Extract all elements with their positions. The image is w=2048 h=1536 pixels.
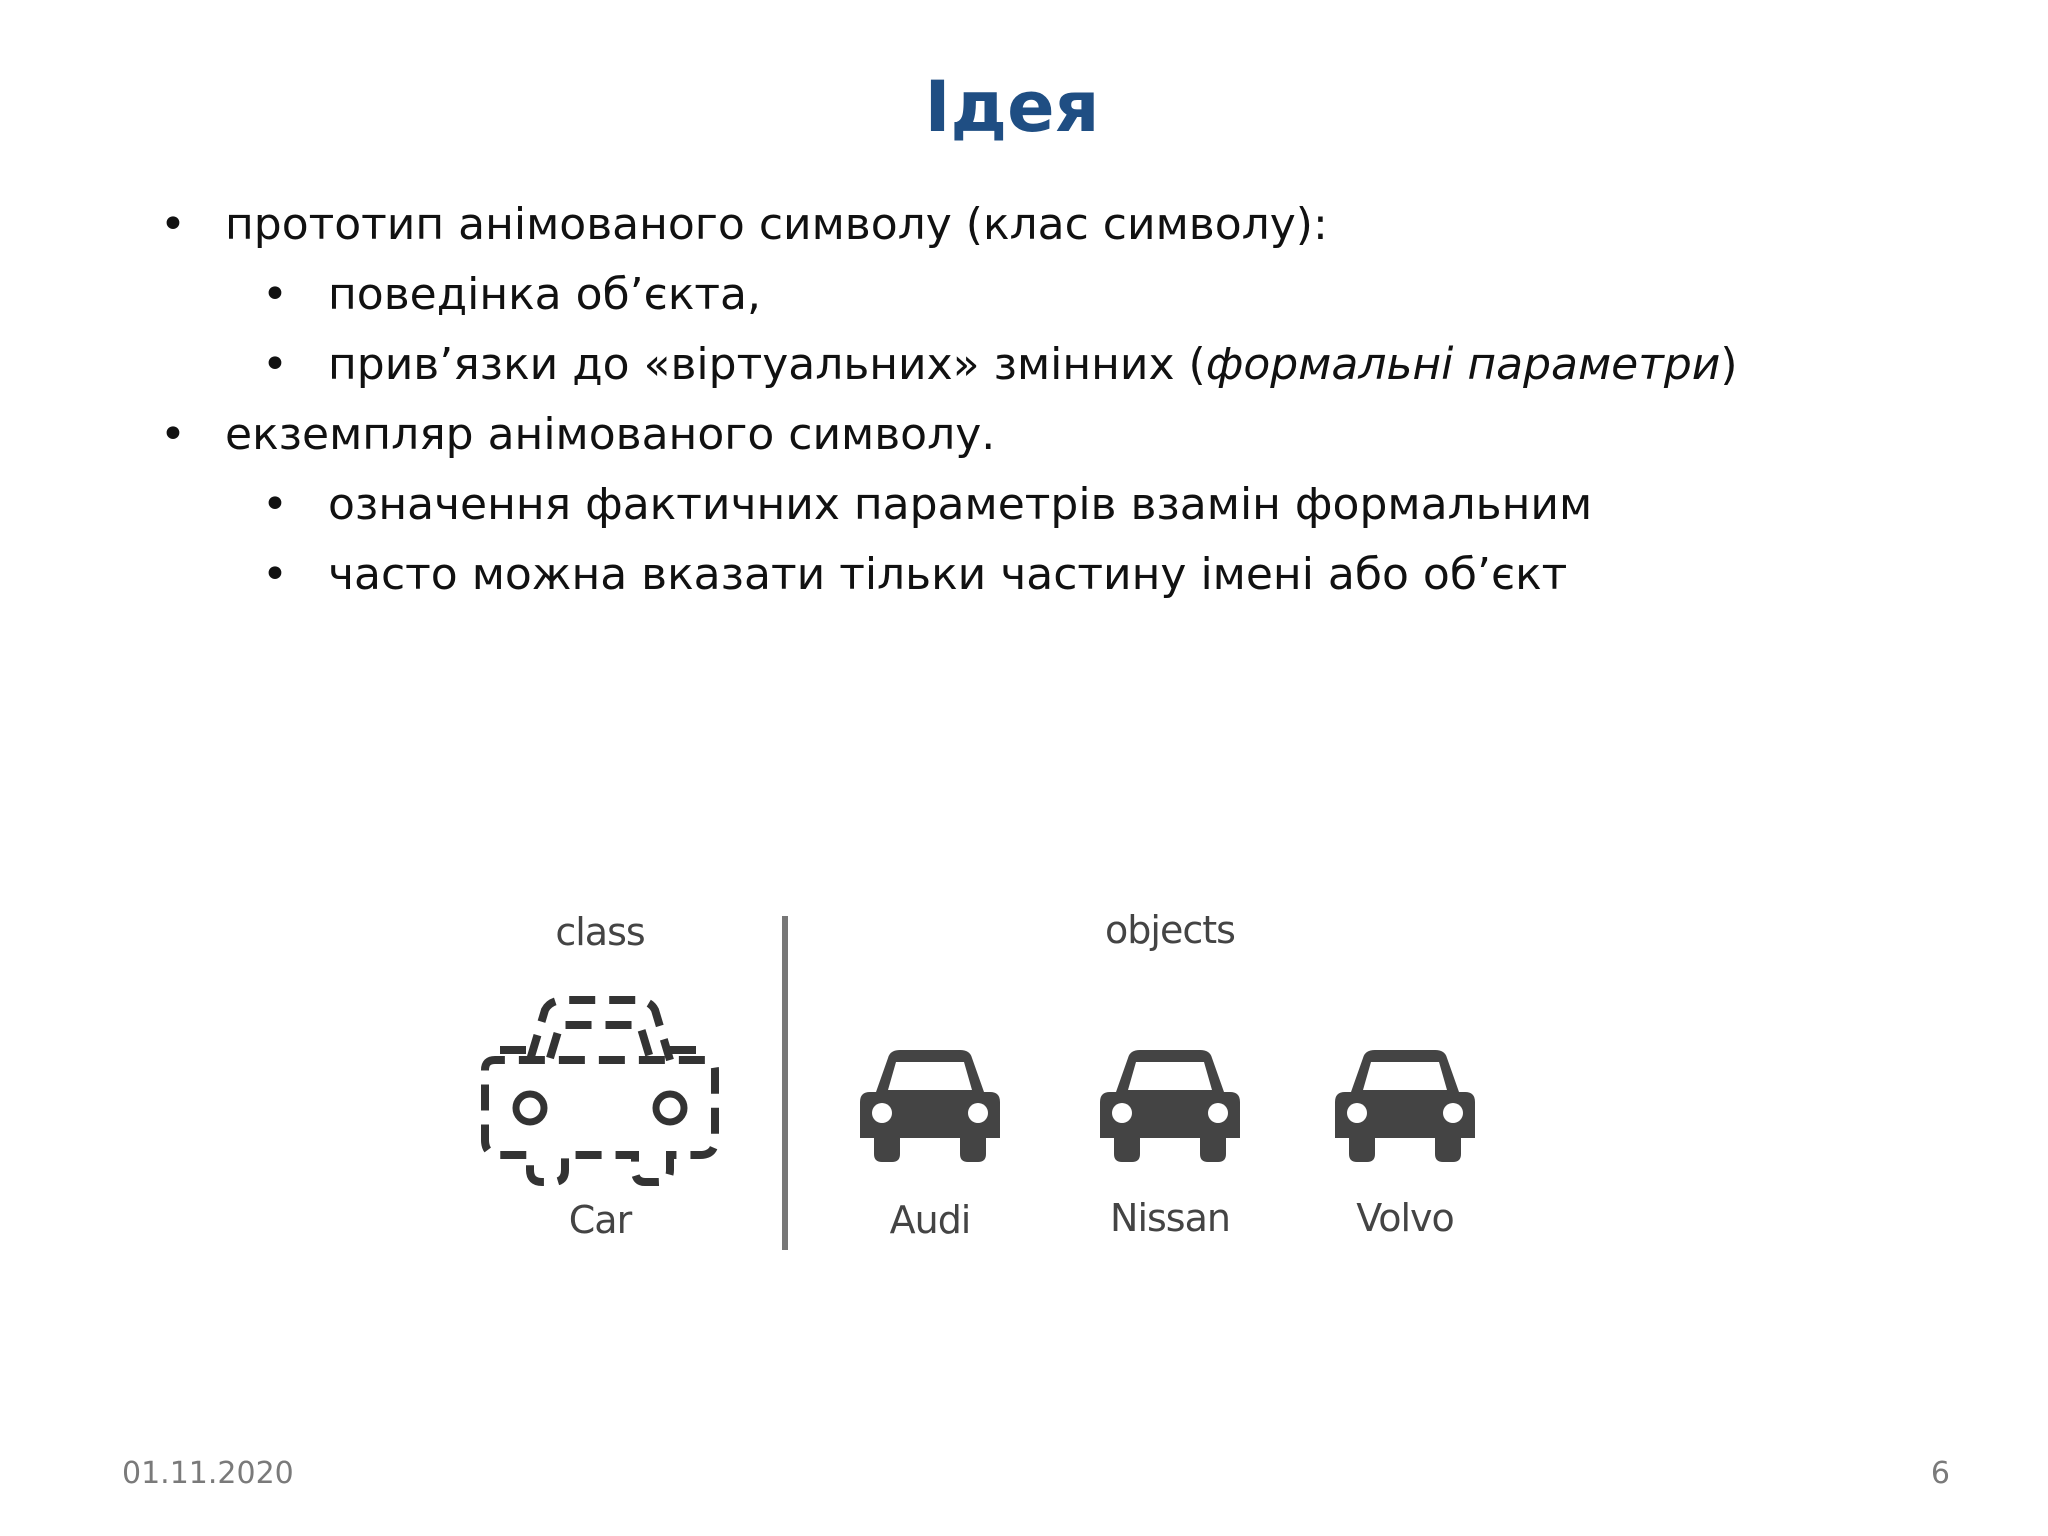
class-name-label: Car <box>568 1198 632 1242</box>
bullet-dot: • <box>160 409 186 460</box>
bullet-text-italic: формальні параметри <box>1205 339 1721 390</box>
dashed-car-outline-icon <box>470 990 730 1190</box>
divider-line <box>782 916 788 1250</box>
slide-title: Ідея <box>924 66 1100 148</box>
bullet-dot: • <box>262 269 288 320</box>
bullet-text <box>328 330 1738 400</box>
car-icon <box>1100 1050 1240 1162</box>
page-number: 6 <box>1930 1456 1950 1491</box>
bullet-text: поведінка об’єкта, <box>328 269 761 320</box>
bullet-dot: • <box>262 339 288 390</box>
objects-header: objects <box>1105 908 1235 952</box>
bullet-dot: • <box>262 549 288 600</box>
bullet-text: екземпляр анімованого символу. <box>225 409 996 460</box>
footer-date: 01.11.2020 <box>122 1456 294 1491</box>
object-label-volvo: Volvo <box>1356 1196 1454 1240</box>
class-header: class <box>555 910 645 954</box>
bullet-text-part: ) <box>1720 339 1738 390</box>
car-icon <box>860 1050 1000 1162</box>
car-icon <box>1335 1050 1475 1162</box>
bullet-text: прототип анімованого символу (клас символу): <box>225 199 1328 250</box>
bullet-dot: • <box>160 199 186 250</box>
object-label-audi: Audi <box>889 1198 971 1242</box>
bullet-text: часто можна вказати тільки частину імені або об’єкт <box>328 549 1568 600</box>
object-label-nissan: Nissan <box>1110 1196 1230 1240</box>
bullet-text: означення фактичних параметрів взамін формальним <box>328 479 1593 530</box>
class-objects-diagram <box>440 880 1540 1260</box>
bullet-text-part: прив’язки до «віртуальних» змінних ( <box>328 339 1206 390</box>
bullet-dot: • <box>262 479 288 530</box>
